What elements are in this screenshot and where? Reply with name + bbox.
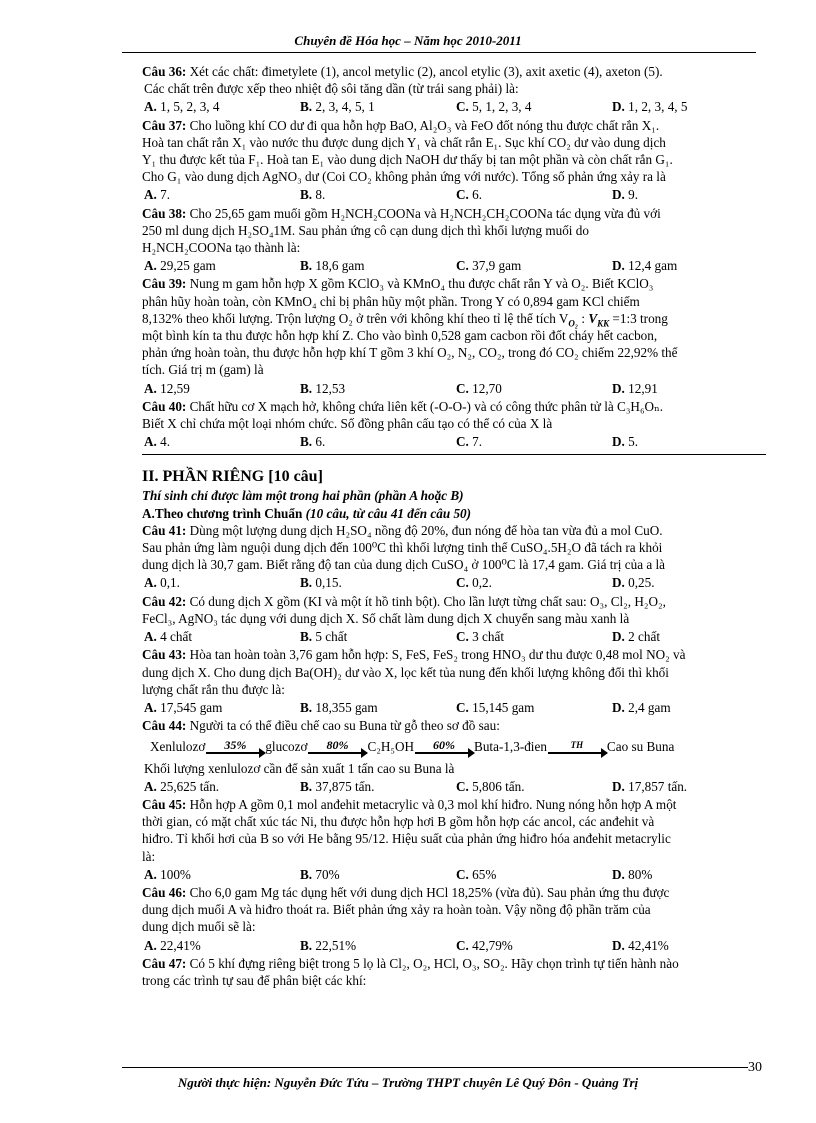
option-b[interactable]: B. 5 chất [300, 629, 348, 645]
question-38 [142, 205, 766, 257]
question-text: Nung m gam hỗn hợp X gồm KClO₃ và KMnO₄ thu được chất rắn Y và O₂. Biết KClO₃ [189, 276, 654, 292]
option-a[interactable]: A. 4. [144, 434, 171, 450]
question-number: Câu 42: [142, 593, 187, 609]
answer-options [142, 98, 766, 115]
question-37 [142, 117, 766, 186]
question-text: Có dung dịch X gồm (KI và một ít hồ tinh bột). Cho lần lượt từng chất sau: O₃, Cl₂, H₂O₂, [189, 593, 666, 609]
question-text: phản ứng hoàn toàn, thu được hỗn hợp khí T gồm 3 khí O₂, N₂, CO₂, trong đó CO₂ chiếm 22,92% thể [142, 345, 678, 361]
page-footer: Người thực hiện: Nguyễn Đức Tứu – Trường THPT chuyên Lê Quý Đôn - Quảng Trị [177, 1075, 639, 1090]
option-a[interactable]: A. 100% [144, 866, 191, 882]
option-d[interactable]: D. 9. [612, 187, 639, 203]
answer-options [142, 778, 766, 795]
section-title: II. PHẦN RIÊNG [10 câu] [142, 468, 323, 486]
ratio-tail: =1:3 trong [612, 310, 668, 326]
subsection-title: A.Theo chương trình Chuẩn (10 câu, từ câu 41 đến câu 50) [142, 505, 472, 521]
option-d[interactable]: D. 80% [612, 866, 653, 882]
option-b[interactable]: B. 2, 3, 4, 5, 1 [300, 99, 375, 115]
question-number: Câu 40: [142, 398, 187, 414]
option-d[interactable]: D. 0,25. [612, 575, 655, 591]
question-44 [142, 717, 766, 734]
question-text: Xét các chất: đimetylete (1), ancol metylic (2), ancol etylic (3), axit axetic (4), axeton (5). [189, 64, 663, 79]
question-text: Biết X chỉ chứa một loại nhóm chức. Số đồng phân cấu tạo có thể có của X là [142, 416, 553, 432]
question-number: Câu 39: [142, 276, 187, 292]
question-text: 8,132% theo khối lượng. Trộn lượng O₂ ở trên với không khí theo tỉ lệ thể tích V [142, 310, 569, 326]
answer-options [142, 699, 766, 716]
scheme-arrow-1: 35% [206, 739, 264, 754]
option-c[interactable]: C. 6. [456, 187, 483, 203]
question-text: một bình kín ta thu được hỗn hợp khí Z. Cho vào bình 0,528 gam cacbon rồi đốt cháy hết cacbon, [142, 328, 658, 344]
header-rule [122, 52, 756, 53]
option-a[interactable]: A. 4 chất [144, 629, 192, 645]
option-d[interactable]: D. 2 chất [612, 629, 660, 645]
option-b[interactable]: B. 0,15. [300, 575, 342, 591]
question-text: Y₁ thu được kết tủa F₁. Hoà tan E₁ vào dung dịch NaOH dư thấy bị tan một phần và còn chất rắn G₁. [142, 152, 673, 168]
question-text: dung dịch X. Cho dung dịch Ba(OH)₂ dư vào X, lọc kết tủa nung đến khối lượng không đổi thì khối [142, 664, 669, 680]
question-text: FeCl₃, AgNO₃ tác dụng với dung dịch X. Số chất làm dung dịch X chuyển sang màu xanh là [142, 610, 630, 626]
scheme-arrow-2: 80% [308, 739, 366, 754]
scheme-node-3: C₂H₅OH [367, 739, 415, 755]
option-c[interactable]: C. 65% [456, 866, 497, 882]
scheme-arrow-4: TH [548, 739, 606, 754]
question-text: dung dịch muối sẽ là: [142, 919, 256, 935]
question-number: Câu 45: [142, 796, 187, 812]
question-number: Câu 41: [142, 522, 187, 538]
question-text: Hòa tan hoàn toàn 3,76 gam hỗn hợp: S, FeS, FeS₂ trong HNO₃ dư thu được 0,48 mol NO₂ và [189, 647, 686, 663]
option-d[interactable]: D. 2,4 gam [612, 699, 671, 715]
question-text: hiđro. Tỉ khối hơi của B so với He bằng 95/12. Hiệu suất của phản ứng hiđro hóa anđehit metacrylic [142, 831, 671, 847]
reaction-scheme [150, 738, 766, 755]
option-c[interactable]: C. 5, 1, 2, 3, 4 [456, 99, 532, 115]
question-text: 250 ml dung dịch H₂SO₄1M. Sau phản ứng cô cạn dung dịch thì khối lượng muối do [142, 222, 589, 238]
option-d[interactable]: D. 5. [612, 434, 639, 450]
option-d[interactable]: D. 12,4 gam [612, 258, 678, 274]
question-number: Câu 38: [142, 205, 187, 221]
question-number: Câu 47: [142, 955, 187, 971]
question-text: tích. Giá trị m (gam) là [142, 362, 264, 378]
question-46 [142, 884, 766, 936]
question-text: Cho 6,0 gam Mg tác dụng hết với dung dịch HCl 18,25% (vừa đủ). Sau phản ứng thu được [189, 884, 670, 900]
question-text: Hoà tan chất rắn X₁ vào nước thu được dung dịch Y₁ và chất rắn E₁. Sục khí CO₂ dư vào dung dịch [142, 134, 666, 150]
question-text: Cho luồng khí CO dư đi qua hỗn hợp BaO, Al₂O₃ và FeO đốt nóng thu được chất rắn X₁. [189, 117, 660, 133]
answer-options [142, 628, 766, 645]
option-c[interactable]: C. 15,145 gam [456, 699, 535, 715]
question-text: Cho G₁ vào dung dịch AgNO₃ dư (Coi CO₂ không phản ứng với nước). Tổng số phản ứng xảy ra là [142, 169, 666, 185]
question-40 [142, 398, 766, 432]
question-47 [142, 955, 766, 989]
scheme-arrow-3: 60% [415, 739, 473, 754]
question-39: Câu 39: Nung m gam hỗn hợp X gồm KClO₃ và KMnO₄ thu được chất rắn Y và O₂. Biết KClO₃ phân hũy hoàn toàn, còn KMnO₄ chỉ bị phân hũy một phần. Trong Y có 0,894 gam KCl chiếm 8,132% theo khối lượng. Trộn lượng O₂ ở trên với không khí theo tỉ lệ thể tích $V_{O_2}$ : $V_{KK}$ =1:3 trong một bình kín ta thu được hỗn hợp khí Z. Cho vào bình 0,528 gam cacbon rồi đốt cháy hết cacbon, phản ứng hoàn toàn, thu được hỗn hợp khí T gồm 3 khí O₂, N₂, CO₂, trong đó CO₂ chiếm 22,92% thể tích. Giá trị m (gam) là [142, 275, 766, 378]
question-text: Dùng một lượng dung dịch H₂SO₄ nồng độ 20%, đun nóng để hòa tan vừa đủ a mol CuO. [189, 522, 663, 538]
option-b[interactable]: B. 12,53 [300, 380, 346, 396]
option-d[interactable]: D. 12,91 [612, 380, 658, 396]
page-content [142, 63, 766, 990]
question-text: dung dịch muối A và hiđro thoát ra. Biết phản ứng xảy ra hoàn toàn. Vậy nồng độ phần trăm của [142, 902, 651, 918]
option-a[interactable]: A. 25,625 tấn. [144, 778, 220, 794]
question-text: Có 5 khí đựng riêng biệt trong 5 lọ là Cl₂, O₂, HCl, O₃, SO₂. Hãy chọn trình tự tiến hành nào [189, 955, 679, 971]
question-text: thời gian, có mặt chất xúc tác Ni, thu được hỗn hợp hơi B gồm hỗn hợp các ancol, các anđehit và [142, 814, 655, 830]
section-divider [142, 454, 766, 455]
answer-options [142, 866, 766, 883]
question-text: Khối lượng xenlulozơ cần để sản xuất 1 tấn cao su Buna là [144, 760, 455, 776]
subsection-note: (10 câu, từ câu 41 đến câu 50) [305, 505, 472, 521]
scheme-node-1: Xenlulozơ [150, 739, 206, 755]
question-42 [142, 593, 766, 627]
answer-options [142, 937, 766, 954]
section-note: Thí sinh chỉ được làm một trong hai phần (phần A hoặc B) [142, 488, 464, 504]
question-text: lượng chất rắn thu được là: [142, 681, 285, 697]
option-c[interactable]: C. 42,79% [456, 937, 513, 953]
question-text: Cho 25,65 gam muối gồm H₂NCH₂COONa và H₂NCH₂CH₂COONa tác dụng vừa đủ với [189, 205, 661, 221]
option-a[interactable]: A. 17,545 gam [144, 699, 223, 715]
ratio-o2: O₂ [568, 318, 579, 329]
answer-options [142, 433, 766, 450]
option-d[interactable]: D. 42,41% [612, 937, 669, 953]
scheme-node-2: glucozơ [265, 739, 308, 755]
question-number: Câu 43: [142, 647, 187, 663]
question-text: dung dịch là 30,7 gam. Biết rằng độ tan của dung dịch CuSO₄ ở 100⁰C là 17,4 gam. Giá trị của a là [142, 557, 666, 573]
question-text: phân hũy hoàn toàn, còn KMnO₄ chỉ bị phân hũy một phần. Trong Y có 0,894 gam KCl chiếm [142, 293, 640, 309]
option-a[interactable]: A. 12,59 [144, 380, 190, 396]
answer-options [142, 380, 766, 397]
option-b[interactable]: B. 18,355 gam [300, 699, 378, 715]
question-text: là: [142, 848, 156, 864]
footer-rule [122, 1067, 748, 1068]
option-c[interactable]: C. 5,806 tấn. [456, 778, 525, 794]
option-b[interactable]: B. 8. [300, 187, 326, 203]
option-a[interactable]: A. 1, 5, 2, 3, 4 [144, 99, 220, 115]
question-number: Câu 36: [142, 64, 187, 79]
option-c[interactable]: C. 37,9 gam [456, 258, 522, 274]
question-text: trong các trình tự sau để phân biệt các khí: [142, 972, 367, 988]
answer-options [142, 186, 766, 203]
question-36 [142, 63, 766, 97]
option-a[interactable]: A. 7. [144, 187, 171, 203]
page-number: 30 [748, 1060, 762, 1075]
question-text: Các chất trên được xếp theo nhiệt độ sôi tăng dần (từ trái sang phải) là: [144, 81, 519, 97]
question-number: Câu 44: [142, 718, 187, 734]
option-a[interactable]: A. 0,1. [144, 575, 180, 591]
option-c[interactable]: C. 7. [456, 434, 483, 450]
option-c[interactable]: C. 12,70 [456, 380, 502, 396]
question-text: Chất hữu cơ X mạch hở, không chứa liên kết (-O-O-) và có công thức phân tử là C₃H₆Oₙ. [189, 398, 664, 414]
question-text: Hỗn hợp A gồm 0,1 mol anđehit metacrylic và 0,3 mol khí hiđro. Nung nóng hỗn hợp A một [189, 796, 677, 812]
question-text: H₂NCH₂COONa tạo thành là: [142, 240, 301, 256]
option-b[interactable]: B. 6. [300, 434, 326, 450]
option-a[interactable]: A. 29,25 gam [144, 258, 216, 274]
scheme-node-5: Cao su Buna [606, 739, 675, 755]
scheme-node-4: Buta-1,3-đien [474, 739, 547, 755]
ratio-kk: KK [597, 318, 610, 329]
option-c[interactable]: C. 3 chất [456, 629, 504, 645]
question-45 [142, 796, 766, 865]
question-text: Người ta có thể điều chế cao su Buna từ gỗ theo sơ đồ sau: [189, 718, 500, 734]
answer-options [142, 257, 766, 274]
option-c[interactable]: C. 0,2. [456, 575, 492, 591]
option-b[interactable]: B. 70% [300, 866, 340, 882]
option-b[interactable]: B. 18,6 gam [300, 258, 365, 274]
question-number: Câu 37: [142, 117, 187, 133]
option-a[interactable]: A. 22,41% [144, 937, 201, 953]
question-41 [142, 522, 766, 574]
answer-options [142, 574, 766, 591]
option-d[interactable]: D. 17,857 tấn. [612, 778, 688, 794]
option-b[interactable]: B. 37,875 tấn. [300, 778, 375, 794]
page-header: Chuyên đề Hóa học – Năm học 2010-2011 [294, 33, 522, 48]
question-number: Câu 46: [142, 884, 187, 900]
question-43 [142, 646, 766, 698]
option-b[interactable]: B. 22,51% [300, 937, 357, 953]
option-d[interactable]: D. 1, 2, 3, 4, 5 [612, 99, 688, 115]
question-text: Sau phản ứng làm nguội dung dịch đến 100⁰C thì khối lượng tinh thể CuSO₄.5H₂O đã tách ra khỏi [142, 540, 663, 556]
